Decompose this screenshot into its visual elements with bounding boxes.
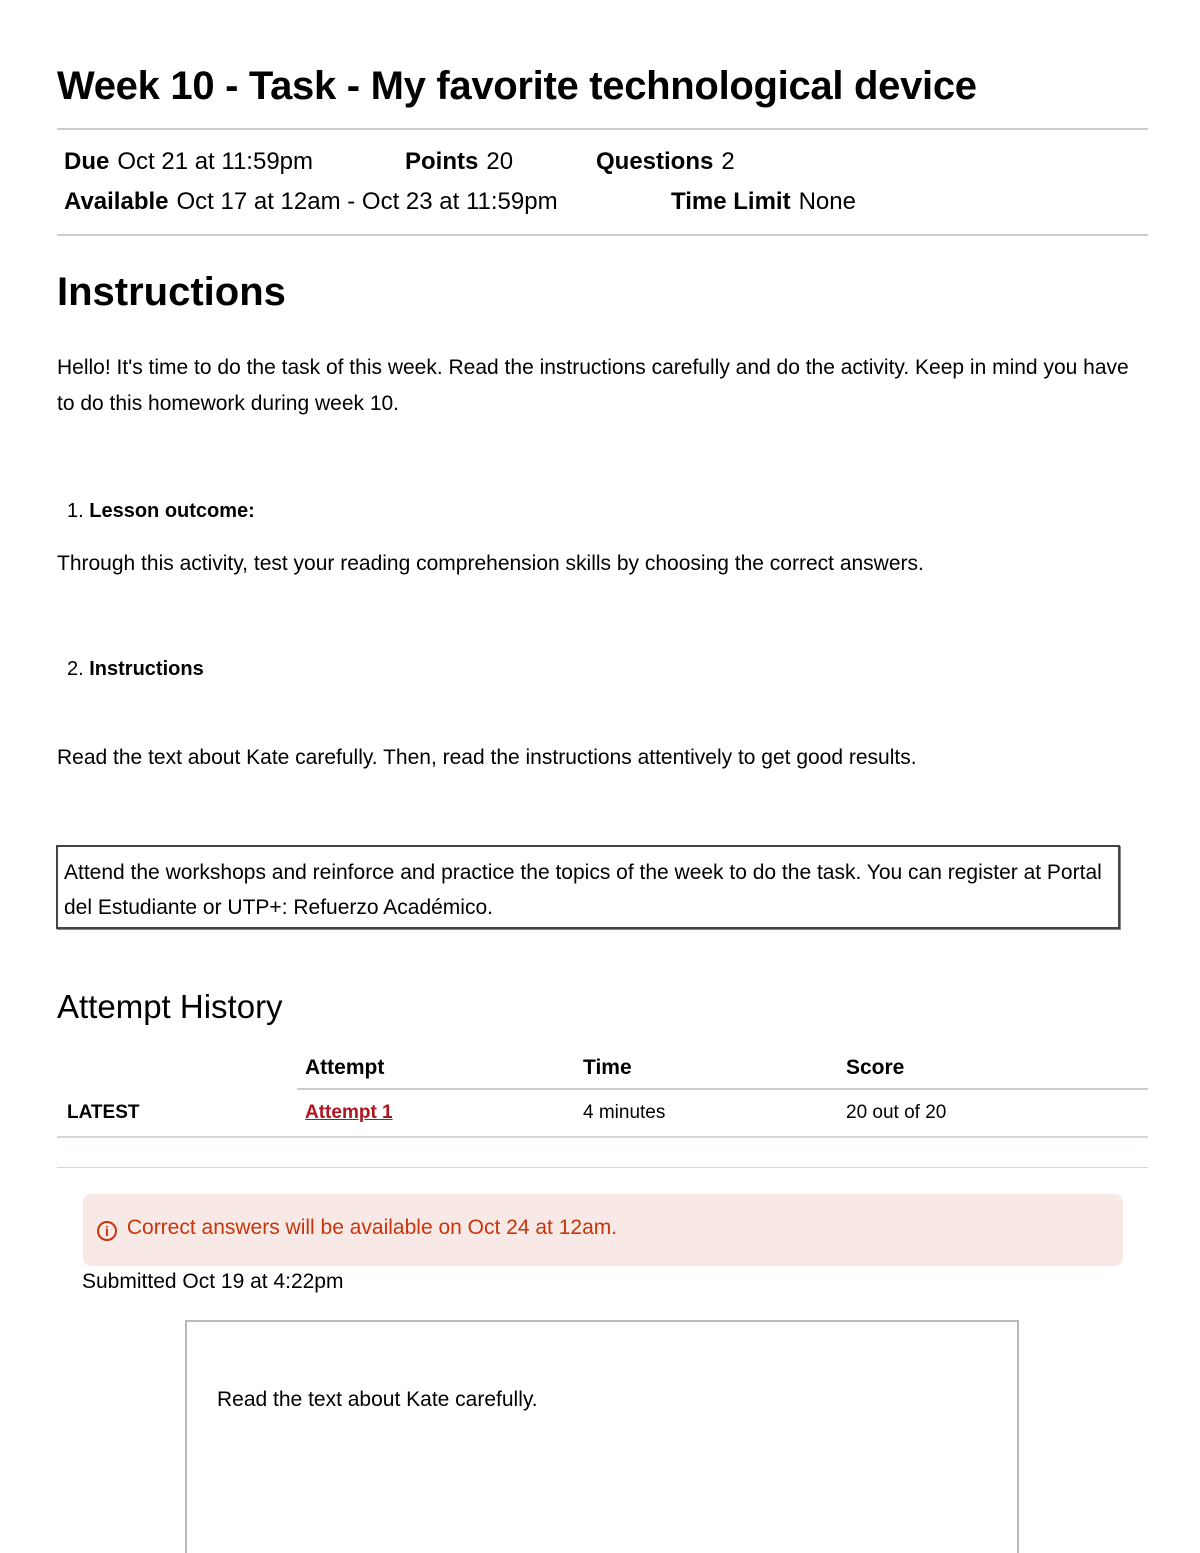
meta-divider — [57, 234, 1148, 236]
column-header-score: Score — [846, 1056, 905, 1079]
title-divider — [57, 128, 1148, 130]
table-row — [57, 1088, 1148, 1136]
attempt-time: 4 minutes — [583, 1102, 666, 1123]
question-container — [185, 1320, 1019, 1553]
attempt-history-heading: Attempt History — [57, 988, 283, 1025]
alert-text: Correct answers will be available on Oct 24 at 12am. — [126, 1216, 618, 1239]
page-title: Week 10 - Task - My favorite technological device — [57, 64, 977, 108]
instructions-text: Read the text about Kate carefully. Then, read the instructions attentively to get good results. — [57, 746, 917, 769]
attempt-1-link[interactable]: Attempt 1 — [305, 1102, 393, 1123]
correct-answers-alert — [83, 1194, 1123, 1266]
info-icon: i — [97, 1221, 117, 1241]
table-header — [57, 1050, 1148, 1088]
lesson-outcome-text: Through this activity, test your reading comprehension skills by choosing the correct answers. — [57, 552, 924, 575]
column-header-time: Time — [583, 1056, 632, 1079]
instructions-intro: Hello! It's time to do the task of this week. Read the instructions carefully and do the activity. Keep in mind you have to do this homework during week 10. — [57, 356, 1129, 415]
step-instructions: 2. Instructions — [67, 658, 204, 680]
availability: Available Oct 17 at 12am - Oct 23 at 11:59pm — [64, 188, 558, 215]
row-divider — [57, 1136, 1148, 1138]
workshop-notice: Attend the workshops and reinforce and practice the topics of the week to do the task. You can register at Portal del Estudiante or UTP+: Refuerzo Académico. — [56, 845, 1120, 929]
attempt-score: 20 out of 20 — [846, 1102, 947, 1123]
questions-count: Questions 2 — [596, 148, 735, 175]
question-text: Read the text about Kate carefully. — [217, 1388, 538, 1411]
section-divider — [57, 1167, 1148, 1168]
attempt-status: LATEST — [67, 1102, 140, 1123]
column-header-attempt: Attempt — [305, 1056, 385, 1079]
submission-time: Submitted Oct 19 at 4:22pm — [82, 1270, 344, 1293]
points: Points 20 — [405, 148, 514, 175]
instructions-heading: Instructions — [57, 270, 286, 314]
due-date: Due Oct 21 at 11:59pm — [64, 148, 314, 175]
step-lesson-outcome: 1. Lesson outcome: — [67, 500, 255, 522]
time-limit: Time Limit None — [671, 188, 856, 215]
attempt-history-table — [57, 1050, 1148, 1136]
